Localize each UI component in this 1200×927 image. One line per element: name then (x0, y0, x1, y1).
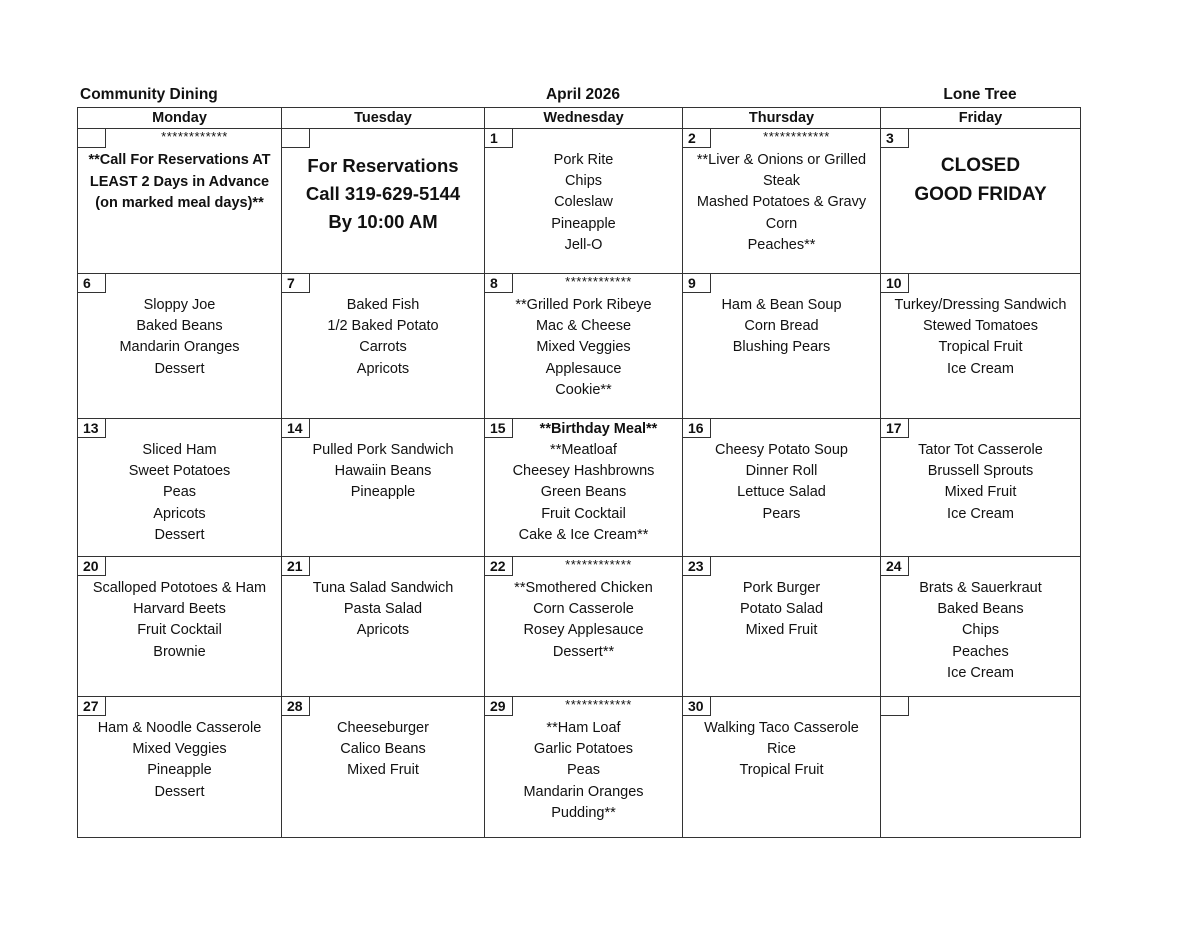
reservation-info (282, 152, 484, 236)
day-cell-content (485, 274, 682, 418)
day-number: 3 (881, 129, 909, 148)
day-number: 21 (282, 557, 310, 576)
day-number (78, 129, 106, 148)
menu-list (282, 440, 484, 504)
weekday-thursday: Thursday (683, 108, 881, 129)
location-title: Lone Tree (943, 86, 1017, 103)
day-cell-content (881, 419, 1080, 556)
menu-item: Tator Tot Casserole (918, 442, 1043, 458)
menu-item: Dessert (154, 783, 205, 800)
menu-item: Dessert (154, 360, 205, 377)
menu-item: Rice (766, 741, 796, 758)
day-cell-content (78, 557, 281, 696)
menu-item: Dinner Roll (745, 463, 818, 480)
day-cell (282, 557, 485, 697)
menu-item: Pork Rite (553, 152, 614, 168)
day-cell-content (282, 419, 484, 556)
menu-item: Mixed Fruit (944, 484, 1017, 501)
menu-calendar (77, 107, 1081, 838)
day-cell (78, 697, 282, 838)
day-cell-content (683, 697, 880, 837)
menu-item: Chips (961, 622, 1000, 639)
day-cell-content (485, 557, 682, 696)
menu-list (485, 295, 682, 401)
menu-list (683, 440, 880, 525)
weekday-monday: Monday (78, 108, 282, 129)
menu-item: Stewed Tomatoes (923, 318, 1038, 335)
menu-item: Tropical Fruit (938, 339, 1023, 356)
menu-item: Fruit Cocktail (137, 622, 222, 639)
menu-item: **Liver & Onions or Grilled (696, 152, 867, 168)
reservation-required-marker: ************ (161, 129, 228, 144)
reservation-required-marker: ************ (763, 129, 830, 144)
menu-item: **Smothered Chicken (514, 580, 653, 596)
day-cell (282, 129, 485, 274)
menu-item: Pears (762, 505, 801, 522)
menu-item: Cheesey Hashbrowns (512, 463, 655, 480)
day-cell (485, 697, 683, 838)
menu-item: Brownie (153, 643, 206, 660)
menu-item: Tuna Salad Sandwich (312, 580, 454, 596)
week-row (78, 697, 1081, 838)
menu-item: Turkey/Dressing Sandwich (894, 297, 1067, 313)
menu-item: Harvard Beets (133, 601, 226, 618)
menu-item: Peaches** (747, 236, 816, 253)
day-cell (683, 419, 881, 557)
day-number: 1 (485, 129, 513, 148)
day-cell-content (881, 697, 1080, 837)
menu-item: Sweet Potatoes (128, 463, 231, 480)
menu-item: Baked Beans (937, 601, 1024, 618)
menu-item: Chips (564, 173, 603, 190)
menu-item: Apricots (356, 360, 410, 377)
day-number: 2 (683, 129, 711, 148)
day-number: 7 (282, 274, 310, 293)
menu-item: **Grilled Pork Ribeye (515, 297, 652, 313)
day-number: 28 (282, 697, 310, 716)
menu-item: Ham & Bean Soup (721, 297, 842, 313)
program-title: Community Dining (80, 86, 218, 103)
menu-item: Pasta Salad (343, 601, 423, 618)
day-cell-content (485, 129, 682, 273)
menu-item: Cheeseburger (337, 720, 429, 736)
menu-item: Ice Cream (947, 360, 1014, 377)
menu-item: Walking Taco Casserole (704, 720, 859, 736)
day-cell-content (78, 129, 281, 273)
special-meal-banner: **Birthday Meal** (539, 421, 658, 437)
day-number: 17 (881, 419, 909, 438)
menu-list (485, 718, 682, 824)
menu-item: Lettuce Salad (737, 484, 826, 501)
menu-item: Mixed Veggies (132, 741, 227, 758)
menu-item: Peaches (952, 643, 1009, 660)
menu-item: Mandarin Oranges (523, 783, 644, 800)
menu-item: Steak (762, 173, 801, 190)
day-cell (282, 419, 485, 557)
month-title: April 2026 (545, 86, 621, 103)
menu-item: Ice Cream (947, 505, 1014, 522)
day-number: 22 (485, 557, 513, 576)
menu-list (881, 295, 1080, 380)
day-cell (881, 697, 1081, 838)
menu-item: Pudding** (551, 804, 616, 821)
menu-item: Brussell Sprouts (927, 463, 1034, 480)
day-cell-content (485, 419, 682, 556)
menu-item: Pineapple (350, 484, 416, 501)
menu-list (282, 718, 484, 782)
menu-item: Hawaiin Beans (334, 463, 432, 480)
closed-notice (881, 151, 1080, 209)
weekday-friday: Friday (881, 108, 1081, 129)
day-cell (881, 557, 1081, 697)
reservation-required-marker: ************ (565, 274, 632, 289)
day-number: 10 (881, 274, 909, 293)
day-cell (683, 557, 881, 697)
day-cell (485, 129, 683, 274)
day-cell (78, 274, 282, 419)
day-number: 6 (78, 274, 106, 293)
week-row (78, 274, 1081, 419)
day-number: 23 (683, 557, 711, 576)
menu-list (485, 150, 682, 256)
menu-item: Baked Beans (136, 318, 223, 335)
day-number: 14 (282, 419, 310, 438)
day-number: 30 (683, 697, 711, 716)
week-row (78, 557, 1081, 697)
day-cell-content (683, 274, 880, 418)
menu-list (282, 295, 484, 380)
day-number: 15 (485, 419, 513, 438)
menu-item: Mac & Cheese (535, 318, 632, 335)
notice-line: GOOD FRIDAY (914, 184, 1047, 205)
day-number: 29 (485, 697, 513, 716)
menu-item: Sliced Ham (142, 442, 217, 458)
menu-item: Pork Burger (742, 580, 821, 596)
menu-item: Carrots (359, 339, 407, 356)
weekday-tuesday: Tuesday (282, 108, 485, 129)
notice-line: By 10:00 AM (328, 211, 438, 232)
menu-item: Mandarin Oranges (119, 339, 240, 356)
day-number: 16 (683, 419, 711, 438)
menu-list (485, 440, 682, 546)
day-cell (683, 129, 881, 274)
day-number: 20 (78, 557, 106, 576)
day-cell (282, 697, 485, 838)
menu-list (78, 578, 281, 663)
menu-item: Pineapple (147, 762, 212, 779)
day-cell (683, 697, 881, 838)
menu-list (78, 718, 281, 803)
day-cell (78, 419, 282, 557)
day-cell-content (282, 274, 484, 418)
day-cell (78, 129, 282, 274)
menu-item: Calico Beans (340, 741, 426, 758)
menu-item: Jell-O (564, 236, 603, 253)
menu-item: Scalloped Pototoes & Ham (92, 580, 267, 596)
day-cell-content (683, 557, 880, 696)
day-number: 8 (485, 274, 513, 293)
day-cell-content (881, 274, 1080, 418)
menu-item: Fruit Cocktail (541, 505, 626, 522)
day-number (881, 697, 909, 716)
day-cell (881, 274, 1081, 419)
menu-item: Peas (566, 762, 601, 779)
day-cell-content (683, 419, 880, 556)
day-cell (683, 274, 881, 419)
menu-item: Potato Salad (739, 601, 824, 618)
weekday-wednesday: Wednesday (485, 108, 683, 129)
menu-item: Blushing Pears (732, 339, 831, 356)
day-number: 13 (78, 419, 106, 438)
menu-item: Dessert** (552, 643, 615, 660)
menu-item: Pineapple (551, 215, 616, 232)
day-cell-content (282, 129, 484, 273)
day-cell (78, 557, 282, 697)
menu-item: Mixed Fruit (347, 762, 419, 779)
day-cell-content (282, 557, 484, 696)
menu-item: Applesauce (545, 360, 622, 377)
notice-line: CLOSED (940, 155, 1021, 176)
menu-item: Apricots (153, 505, 206, 522)
menu-item: Mixed Fruit (745, 622, 818, 639)
weekday-header-row (78, 108, 1081, 129)
reservation-required-marker: ************ (565, 557, 632, 572)
day-cell-content (485, 697, 682, 837)
day-cell (485, 419, 683, 557)
day-number (282, 129, 310, 148)
menu-item: Green Beans (540, 484, 627, 501)
menu-item: Corn (765, 215, 798, 232)
day-cell (485, 274, 683, 419)
day-cell-content (78, 274, 281, 418)
menu-list (881, 578, 1080, 684)
menu-item: Baked Fish (346, 297, 420, 313)
menu-item: **Meatloaf (550, 442, 617, 458)
menu-item: Coleslaw (554, 194, 613, 211)
menu-item: Pulled Pork Sandwich (312, 442, 454, 458)
week-row (78, 129, 1081, 274)
menu-item: Peas (162, 484, 197, 501)
menu-item: Sloppy Joe (143, 297, 216, 313)
menu-item: Mashed Potatoes & Gravy (696, 194, 867, 211)
menu-list (78, 295, 281, 380)
menu-item: Garlic Potatoes (533, 741, 634, 758)
menu-item: Ham & Noodle Casserole (97, 720, 262, 736)
menu-item: Cake & Ice Cream** (518, 526, 649, 543)
reservation-required-marker: ************ (565, 697, 632, 712)
menu-item: Apricots (356, 622, 410, 639)
reservation-note: **Call For Reservations AT LEAST 2 Days in Advance (on marked meal days)** (88, 152, 271, 211)
menu-item: Tropical Fruit (739, 762, 824, 779)
menu-item: Ice Cream (947, 664, 1014, 681)
menu-item: Mixed Veggies (536, 339, 631, 356)
menu-list (881, 440, 1080, 525)
menu-list (683, 578, 880, 642)
menu-item: Corn Casserole (533, 601, 634, 618)
menu-item: Brats & Sauerkraut (919, 580, 1042, 596)
menu-list (683, 718, 880, 782)
day-cell-content (881, 129, 1080, 273)
menu-item: Cheesy Potato Soup (714, 442, 848, 458)
menu-item: **Ham Loaf (546, 720, 621, 736)
menu-list (282, 578, 484, 642)
notice-line: Call 319-629-5144 (305, 183, 461, 204)
menu-item: Rosey Applesauce (523, 622, 644, 639)
day-cell (881, 129, 1081, 274)
day-number: 9 (683, 274, 711, 293)
day-number: 24 (881, 557, 909, 576)
menu-item: 1/2 Baked Potato (327, 318, 439, 335)
menu-list (683, 150, 880, 256)
week-row (78, 419, 1081, 557)
menu-item: Dessert (154, 526, 205, 543)
menu-list (78, 440, 281, 546)
day-number: 27 (78, 697, 106, 716)
day-cell-content (881, 557, 1080, 696)
day-cell-content (282, 697, 484, 837)
menu-item: Corn Bread (744, 318, 819, 335)
menu-list (485, 578, 682, 663)
day-cell-content (78, 697, 281, 837)
day-cell-content (683, 129, 880, 273)
day-cell (282, 274, 485, 419)
day-cell-content (78, 419, 281, 556)
menu-item: Cookie** (555, 381, 612, 398)
day-cell (485, 557, 683, 697)
notice-line: For Reservations (307, 155, 459, 176)
menu-list (683, 295, 880, 359)
day-cell (881, 419, 1081, 557)
